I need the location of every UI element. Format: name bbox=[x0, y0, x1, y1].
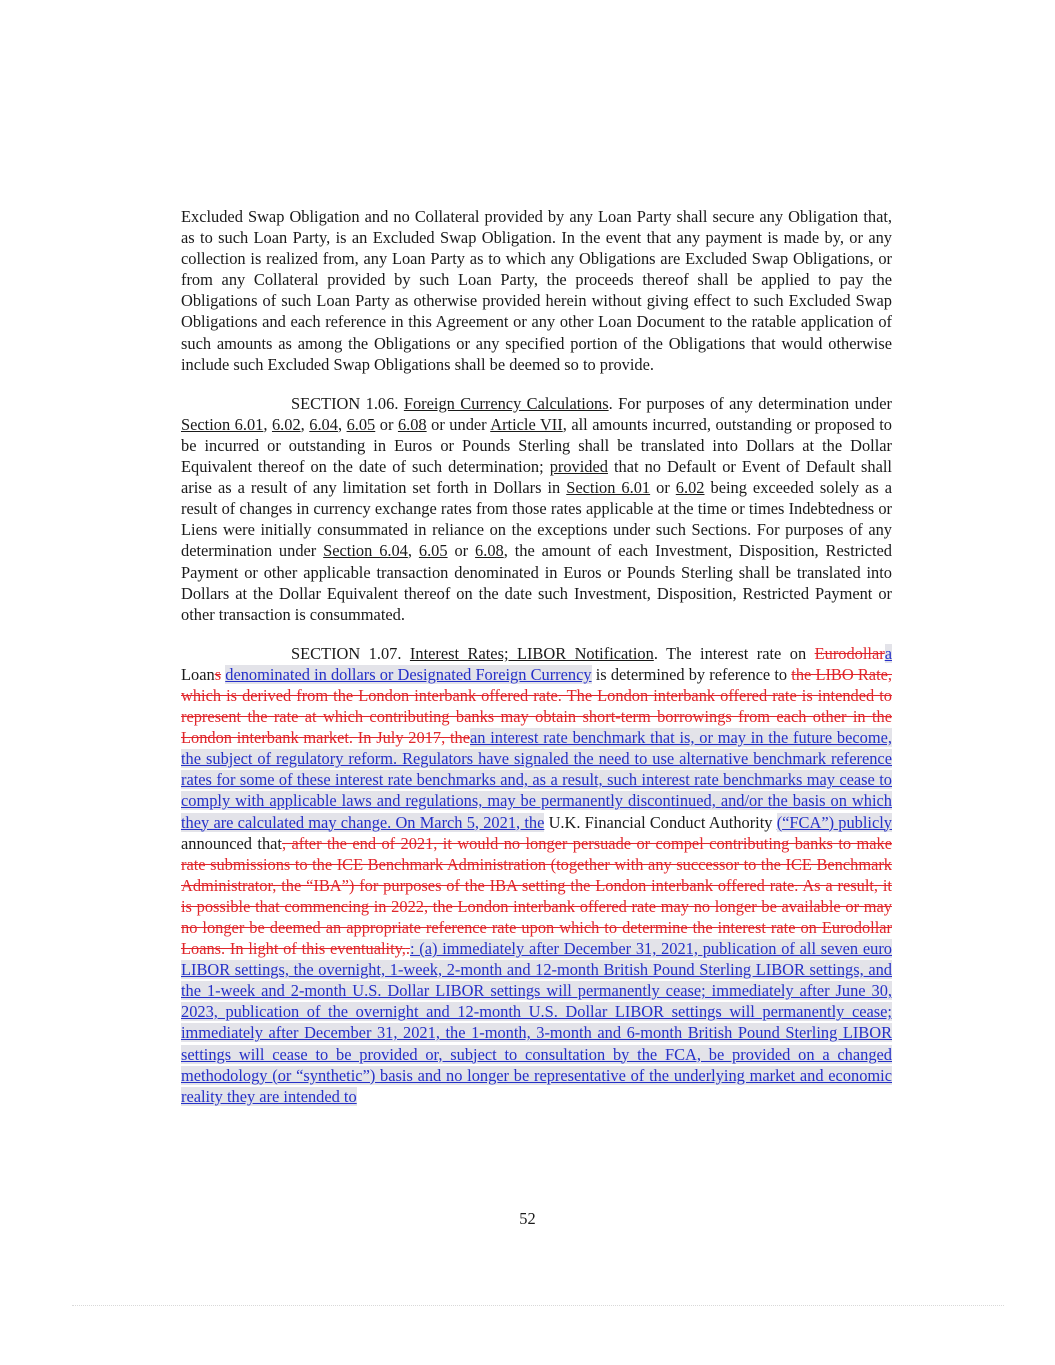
inserted-text: an interest rate benchmark that is, or may in the future become, the subject of regulatory reform. Regulators have signaled the need to use alternative benchmark reference rates for some of these interest rate benchmarks and, as a result, such interest rate benchmarks may cease to comply with applicable laws and regulations, may be permanently discontinued, and/or the basis on which they are calculated may change. On March 5, 2021, the bbox=[181, 728, 892, 832]
inserted-text: a bbox=[884, 643, 892, 663]
inserted-text: denominated in dollars or Designated Foreign Currency bbox=[225, 664, 592, 684]
section-title: Foreign Currency Calculations bbox=[403, 393, 609, 413]
deleted-text: IBA bbox=[313, 875, 342, 895]
deleted-text: . bbox=[405, 939, 410, 959]
cross-reference: 6.05 bbox=[346, 414, 376, 434]
deleted-text: ”) for purposes of the IBA setting the London interbank offered rate. As a result, it is possible that commencing in 2022, the London interbank offered rate may no longer be available or may no longer be deemed an appropriate reference rate upon which to determine the interest rate on Eurodollar Loans. In light of this eventuality, bbox=[181, 875, 892, 959]
paragraph-excluded-swap bbox=[181, 206, 892, 375]
deleted-text: the LIBO Rate, which is derived from the London interbank offered rate. The London interbank offered rate is intended to represent the rate at which contributing banks may obtain short-term borrowings from each other in the London interbank market. In July 2017, the bbox=[181, 664, 892, 748]
cross-reference: 6.08 bbox=[397, 414, 427, 434]
deleted-text: , after the end of 2021, it would no longer persuade or compel contributing banks to make rate submissions to the ICE Benchmark Administration (together with any successor to the ICE Benchmark Administrator, the “ bbox=[181, 833, 892, 895]
document-page bbox=[181, 206, 892, 1107]
defined-term-provided: provided bbox=[549, 457, 608, 477]
cross-reference: 6.02 bbox=[675, 478, 705, 498]
cross-reference: Section 6.04 bbox=[323, 541, 408, 561]
cross-reference: 6.05 bbox=[418, 541, 448, 561]
cross-reference: 6.04 bbox=[309, 414, 338, 434]
inserted-text: (“FCA”) publicly bbox=[776, 812, 892, 832]
page-number: 52 bbox=[519, 1209, 536, 1228]
paragraph-text: Excluded Swap Obligation and no Collateral provided by any Loan Party shall secure any Obligation that, as to such Loan Party, is an Excluded Swap Obligation. In the event that any payment is made by, or any collection is realized from, any Loan Party as to which any Obligations are Excluded Swap Obligations, or from any Collateral provided by such Loan Party, the proceeds thereof shall be applied to pay the Obligations of such Loan Party as otherwise provided herein without giving effect to such Excluded Swap Obligations and each reference in this Agreement or any other Loan Document to the ratable application of such amounts as among the Obligations or any specified portion of the Obligations that would otherwise include such Excluded Swap Obligations shall be deemed so to provide. bbox=[181, 207, 892, 374]
page-divider bbox=[72, 1305, 1004, 1306]
section-title: Interest Rates; LIBOR Notification bbox=[409, 643, 654, 663]
inserted-text: : (a) immediately after December 31, 2021, publication of all seven euro LIBOR settings, the overnight, 1-week, 2-month and 12-month British Pound Sterling LIBOR settings, and the 1-week and 2-month U.S. Dollar LIBOR settings will permanently cease; immediately after June 30, 2023, publication of the overnight and 12-month U.S. Dollar LIBOR settings will permanently cease; immediately after December 31, 2021, the 1-month, 3-month and 6-month British Pound Sterling LIBOR settings will cease to be provided or, subject to consultation by the FCA, be provided on a changed methodology (or “synthetic”) basis and no longer be representative of the underlying market and economic reality they are intended to bbox=[181, 939, 892, 1106]
deleted-text: s bbox=[214, 664, 222, 684]
cross-reference: 6.02 bbox=[271, 414, 301, 434]
section-1-07: SECTION 1.07. Interest Rates; LIBOR Notification. The interest rate on Eurodollara Loans denominated in dollars or Designated Foreign Currency is determined by reference to the LIBO Rate, which is derived from the London interbank offered rate. The London interbank offered rate is intended to represent the rate at which contributing banks may obtain short-term borrowings from each other in the London interbank market. In July 2017, thean interest rate benchmark that is, or may in the future become, the subject of regulatory reform. Regulators have signaled the need to use alternative benchmark reference rates for some of these interest rate benchmarks and, as a result, such interest rate benchmarks may cease to comply with applicable laws and regulations, may be permanently discontinued, and/or the basis on which they are calculated may change. On March 5, 2021, the U.K. Financial Conduct Authority (“FCA”) publicly announced that, after the end of 2021, it would no longer persuade or compel contributing banks to make rate submissions to the ICE Benchmark Administration (together with any successor to the ICE Benchmark Administrator, the “IBA”) for purposes of the IBA setting the London interbank offered rate. As a result, it is possible that commencing in 2022, the London interbank offered rate may no longer be available or may no longer be deemed an appropriate reference rate upon which to determine the interest rate on Eurodollar Loans. In light of this eventuality,.: (a) immediately after December 31, 2021, publication of all seven euro LIBOR settings, the overnight, 1-week, 2-month and 12-month British Pound Sterling LIBOR settings, and the 1-week and 2-month U.S. Dollar LIBOR settings will permanently cease; immediately after June 30, 2023, publication of the overnight and 12-month U.S. Dollar LIBOR settings will permanently cease; immediately after December 31, 2021, the 1-month, 3-month and 6-month British Pound Sterling LIBOR settings will cease to be provided or, subject to consultation by the FCA, be provided on a changed methodology (or “synthetic”) basis and no longer be representative of the underlying market and economic reality they are intended to bbox=[181, 643, 892, 1106]
cross-reference: 6.08 bbox=[475, 541, 504, 561]
cross-reference: Article VII bbox=[490, 414, 563, 434]
section-heading: SECTION 1.07. bbox=[291, 643, 402, 663]
section-heading: SECTION 1.06. bbox=[291, 393, 399, 413]
cross-reference: Section 6.01 bbox=[181, 414, 264, 434]
section-1-06: SECTION 1.06. Foreign Currency Calculations. For purposes of any determination under Section 6.01, 6.02, 6.04, 6.05 or 6.08 or under Article VII, all amounts incurred, outstanding or proposed to be incurred or outstanding in Euros or Pounds Sterling shall be translated into Dollars at the Dollar Equivalent thereof on the date of such determination; provided that no Default or Event of Default shall arise as a result of any limitation set forth in Dollars in Section 6.01 or 6.02 being exceeded solely as a result of changes in currency exchange rates from those rates applicable at the time or times Indebtedness or Liens were initially consummated in reliance on the exceptions under such Sections. For purposes of any determination under Section 6.04, 6.05 or 6.08, the amount of each Investment, Disposition, Restricted Payment or other applicable transaction denominated in Euros or Pounds Sterling shall be translated into Dollars at the Dollar Equivalent thereof on the date such Investment, Disposition, Restricted Payment or other transaction is consummated. bbox=[181, 393, 892, 624]
deleted-text: Eurodollar bbox=[814, 643, 885, 663]
cross-reference: Section 6.01 bbox=[566, 478, 651, 498]
